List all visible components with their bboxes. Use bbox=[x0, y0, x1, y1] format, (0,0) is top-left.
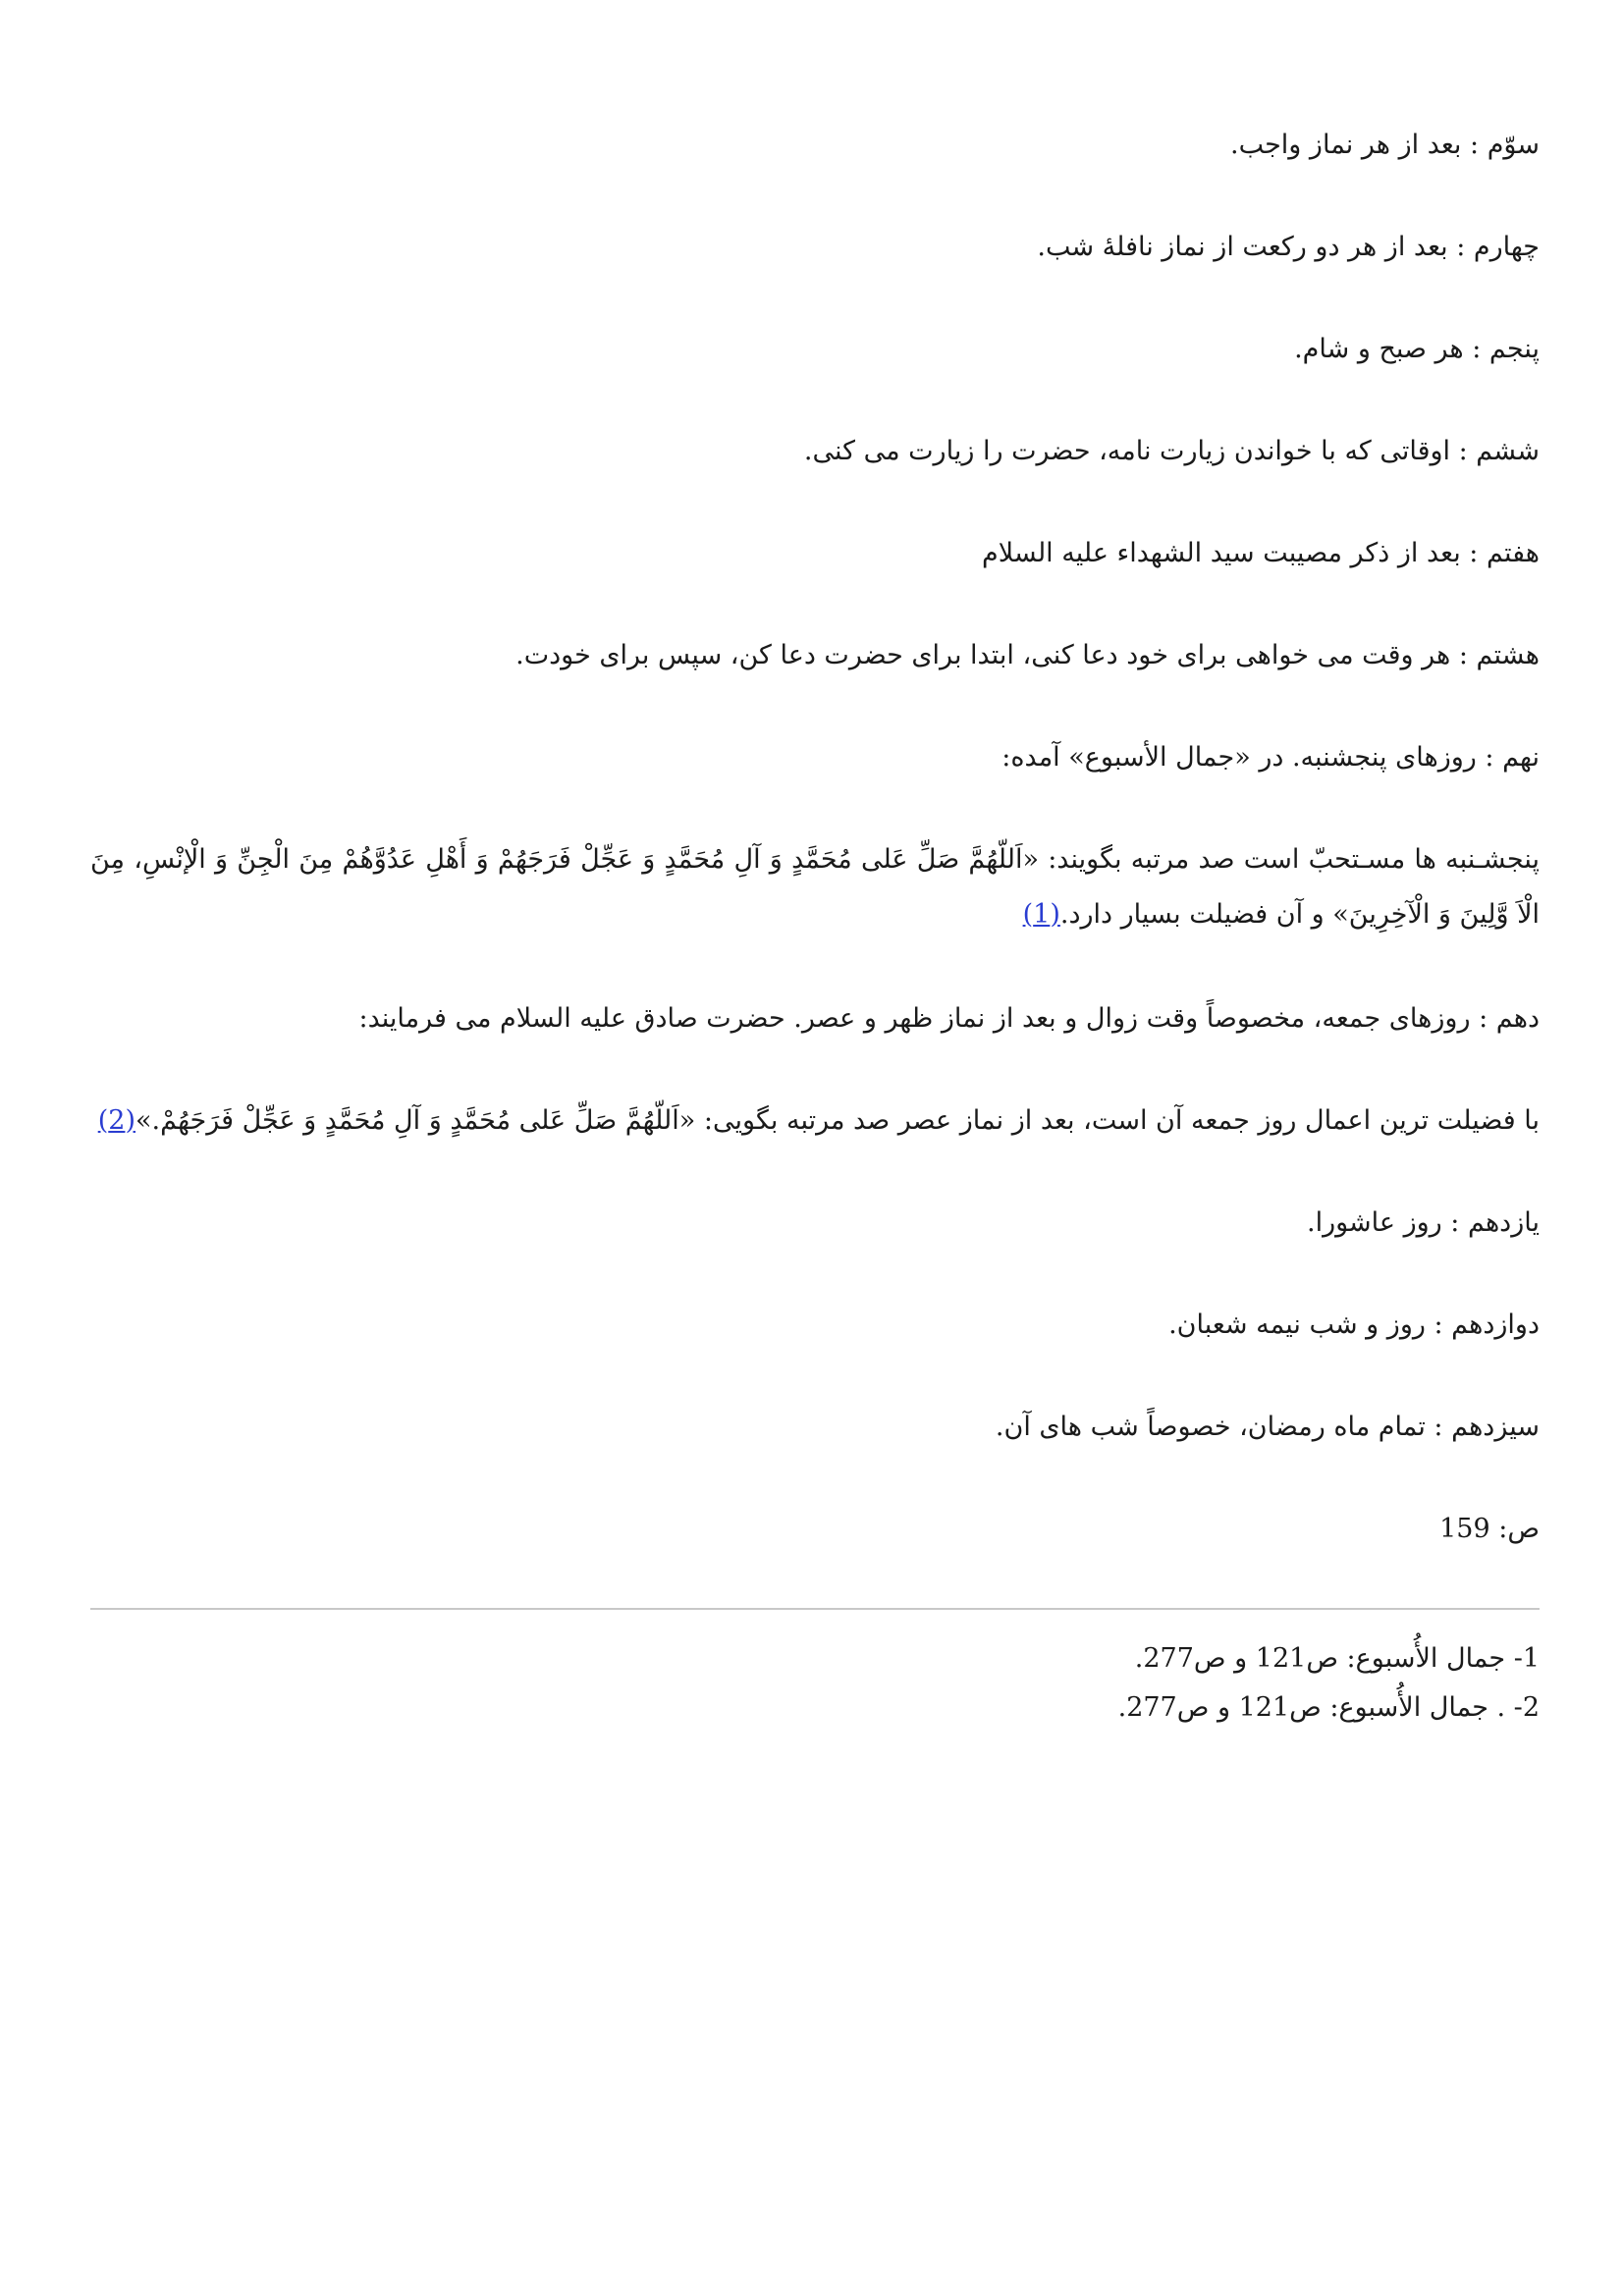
paragraph-ninth: نهم : روزهای پنجشنبه. در «جمال الأسبوع» آمده: bbox=[1001, 742, 1540, 773]
page-number bbox=[1439, 1504, 1540, 1555]
paragraph-seventh: هفتم : بعد از ذکر مصیبت سید الشهداء علیه السلام bbox=[982, 538, 1540, 568]
paragraph-fifth: پنجم : هر صبح و شام. bbox=[1294, 334, 1540, 364]
footnote-2: 2- . جمال الأُسبوع: ص121 و ص277. bbox=[1117, 1692, 1540, 1723]
paragraph-friday-text: با فضیلت ترین اعمال روز جمعه آن است، بعد از نماز عصر صد مرتبه بگویی: «اَللّهُمَّ صَلِّ عَلی مُحَمَّدٍ وَ آلِ مُحَمَّدٍ وَ عَجِّلْ فَرَجَهُمْ.» bbox=[135, 1105, 1540, 1136]
paragraph-sixth: ششم : اوقاتی که با خواندن زیارت نامه، حضرت را زیارت می کنی. bbox=[803, 436, 1540, 466]
paragraph-friday-prayer bbox=[90, 1095, 1540, 1147]
page-number-prefix: ص: bbox=[1498, 1514, 1540, 1544]
paragraph-eleventh: یازدهم : روز عاشورا. bbox=[1306, 1207, 1540, 1238]
paragraph-twelfth: دوازدهم : روز و شب نیمه شعبان. bbox=[1168, 1309, 1540, 1340]
paragraph-fourth: چهارم : بعد از هر دو رکعت از نماز نافلۀ شب. bbox=[1037, 232, 1540, 262]
paragraph-third: سوّم : بعد از هر نماز واجب. bbox=[1230, 130, 1540, 160]
footnote-1: 1- جمال الأُسبوع: ص121 و ص277. bbox=[1134, 1643, 1540, 1674]
paragraph-eighth: هشتم : هر وقت می خواهی برای خود دعا کنی، ابتدا برای حضرت دعا کن، سپس برای خودت. bbox=[515, 640, 1540, 670]
paragraph-tenth: دهم : روزهای جمعه، مخصوصاً وقت زوال و بعد از نماز ظهر و عصر. حضرت صادق علیه السلام می فرمایند: bbox=[358, 1003, 1540, 1034]
paragraph-thirteenth: سیزدهم : تمام ماه رمضان، خصوصاً شب های آن. bbox=[995, 1412, 1540, 1442]
footnote-link-1[interactable]: (1) bbox=[1022, 899, 1060, 930]
document-page bbox=[90, 0, 1540, 2296]
page-number-value: 159 bbox=[1439, 1514, 1490, 1544]
footnote-link-2[interactable]: (2) bbox=[97, 1105, 135, 1136]
paragraph-thursday-prayer bbox=[90, 832, 1540, 942]
footnote-divider bbox=[90, 1608, 1540, 1610]
paragraph-thursday-text: پنجشـنبه ها مسـتحبّ است صد مرتبه بگویند: «اَللّهُمَّ صَلِّ عَلی مُحَمَّدٍ وَ آلِ مُحَمَّدٍ وَ عَجِّلْ فَرَجَهُمْ وَ أَهْلِ عَدُوَّهُمْ مِنَ الْجِنِّ وَ الْإنْسِ، مِنَ الْاَ وَّلِینَ وَ الْآخِرِینَ» و آن فضیلت بسیار دارد. bbox=[90, 844, 1540, 930]
